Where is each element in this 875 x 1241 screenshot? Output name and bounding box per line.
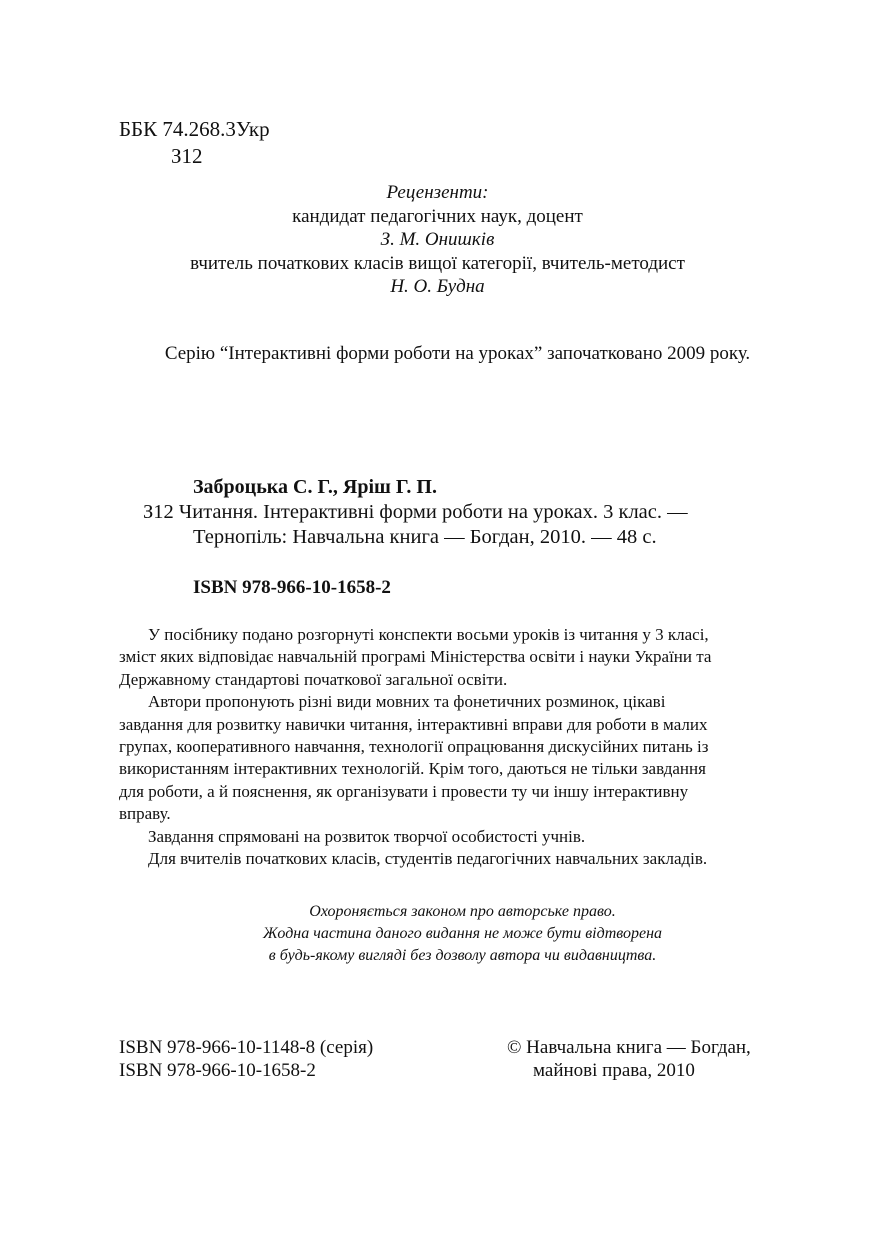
- bbk-classification: ББК 74.268.3Укр: [119, 117, 270, 141]
- footer-isbn-block: [119, 1036, 373, 1082]
- copyright-note-line: Жодна частина даного видання не може бути відтворена: [262, 925, 663, 942]
- series-note: Серію “Інтерактивні форми роботи на уроках” започатковано 2009 року.: [164, 343, 751, 364]
- bbk-block: [119, 116, 270, 170]
- book-isbn: ISBN 978-966-10-1658-2: [193, 577, 391, 598]
- reviewer1-title: кандидат педагогічних наук, доцент: [292, 205, 583, 227]
- annotation-line: для роботи, а й пояснення, як організувати і провести ту чи іншу інтерактивну: [119, 781, 689, 801]
- rights-line1: © Навчальна книга — Богдан,: [507, 1037, 751, 1058]
- rights-line2: майнові права, 2010: [533, 1060, 695, 1081]
- annotation-line: У посібнику подано розгорнуті конспекти восьми уроків із читання у 3 класі,: [148, 625, 709, 644]
- bbk-author-code: З12: [171, 144, 203, 168]
- annotation-line: завдання для розвитку навички читання, інтерактивні вправи для роботи в малих: [119, 714, 708, 734]
- reviewers-heading: Рецензенти:: [386, 182, 489, 203]
- annotation-line: Автори пропонують різні види мовних та фонетичних розминок, цікаві: [148, 692, 666, 712]
- rights-block: [507, 1036, 751, 1082]
- annotation-line: зміст яких відповідає навчальній програмі Міністерства освіти і науки України та: [119, 647, 712, 667]
- reviewers-block: [0, 181, 875, 299]
- book-authors: Заброцька С. Г., Яріш Г. П.: [193, 476, 437, 498]
- isbn-series: ISBN 978-966-10-1148-8 (серія): [119, 1037, 374, 1058]
- book-title-line1: З12 Читання. Інтерактивні форми роботи на уроках. 3 клас. —: [143, 501, 688, 523]
- annotation-line: Завдання спрямовані на розвиток творчої особистості учнів.: [148, 826, 586, 846]
- annotation-line: використанням інтерактивних технологій. Крім того, даються не тільки завдання: [119, 759, 706, 779]
- isbn-book: ISBN 978-966-10-1658-2: [119, 1060, 316, 1081]
- copyright-note: [0, 901, 875, 967]
- book-title-line2: Тернопіль: Навчальна книга — Богдан, 2010. — 48 с.: [193, 526, 657, 548]
- reviewer2-title: вчитель початкових класів вищої категорії, вчитель-методист: [190, 252, 685, 274]
- copyright-note-line: Охороняється законом про авторське право.: [309, 903, 616, 920]
- reviewer1-name: З. М. Онишків: [380, 229, 495, 250]
- copyright-note-line: в будь-якому вигляді без дозволу автора чи видавництва.: [268, 947, 657, 964]
- annotation-line: вправу.: [119, 804, 171, 824]
- annotation-line: Державному стандартові початкової загальної освіти.: [119, 669, 508, 689]
- annotation-line: Для вчителів початкових класів, студентів педагогічних навчальних закладів.: [148, 849, 708, 869]
- annotation: [119, 624, 779, 870]
- reviewer2-name: Н. О. Будна: [390, 276, 485, 297]
- annotation-line: групах, кооперативного навчання, технології опрацювання дискусійних питань із: [119, 737, 709, 757]
